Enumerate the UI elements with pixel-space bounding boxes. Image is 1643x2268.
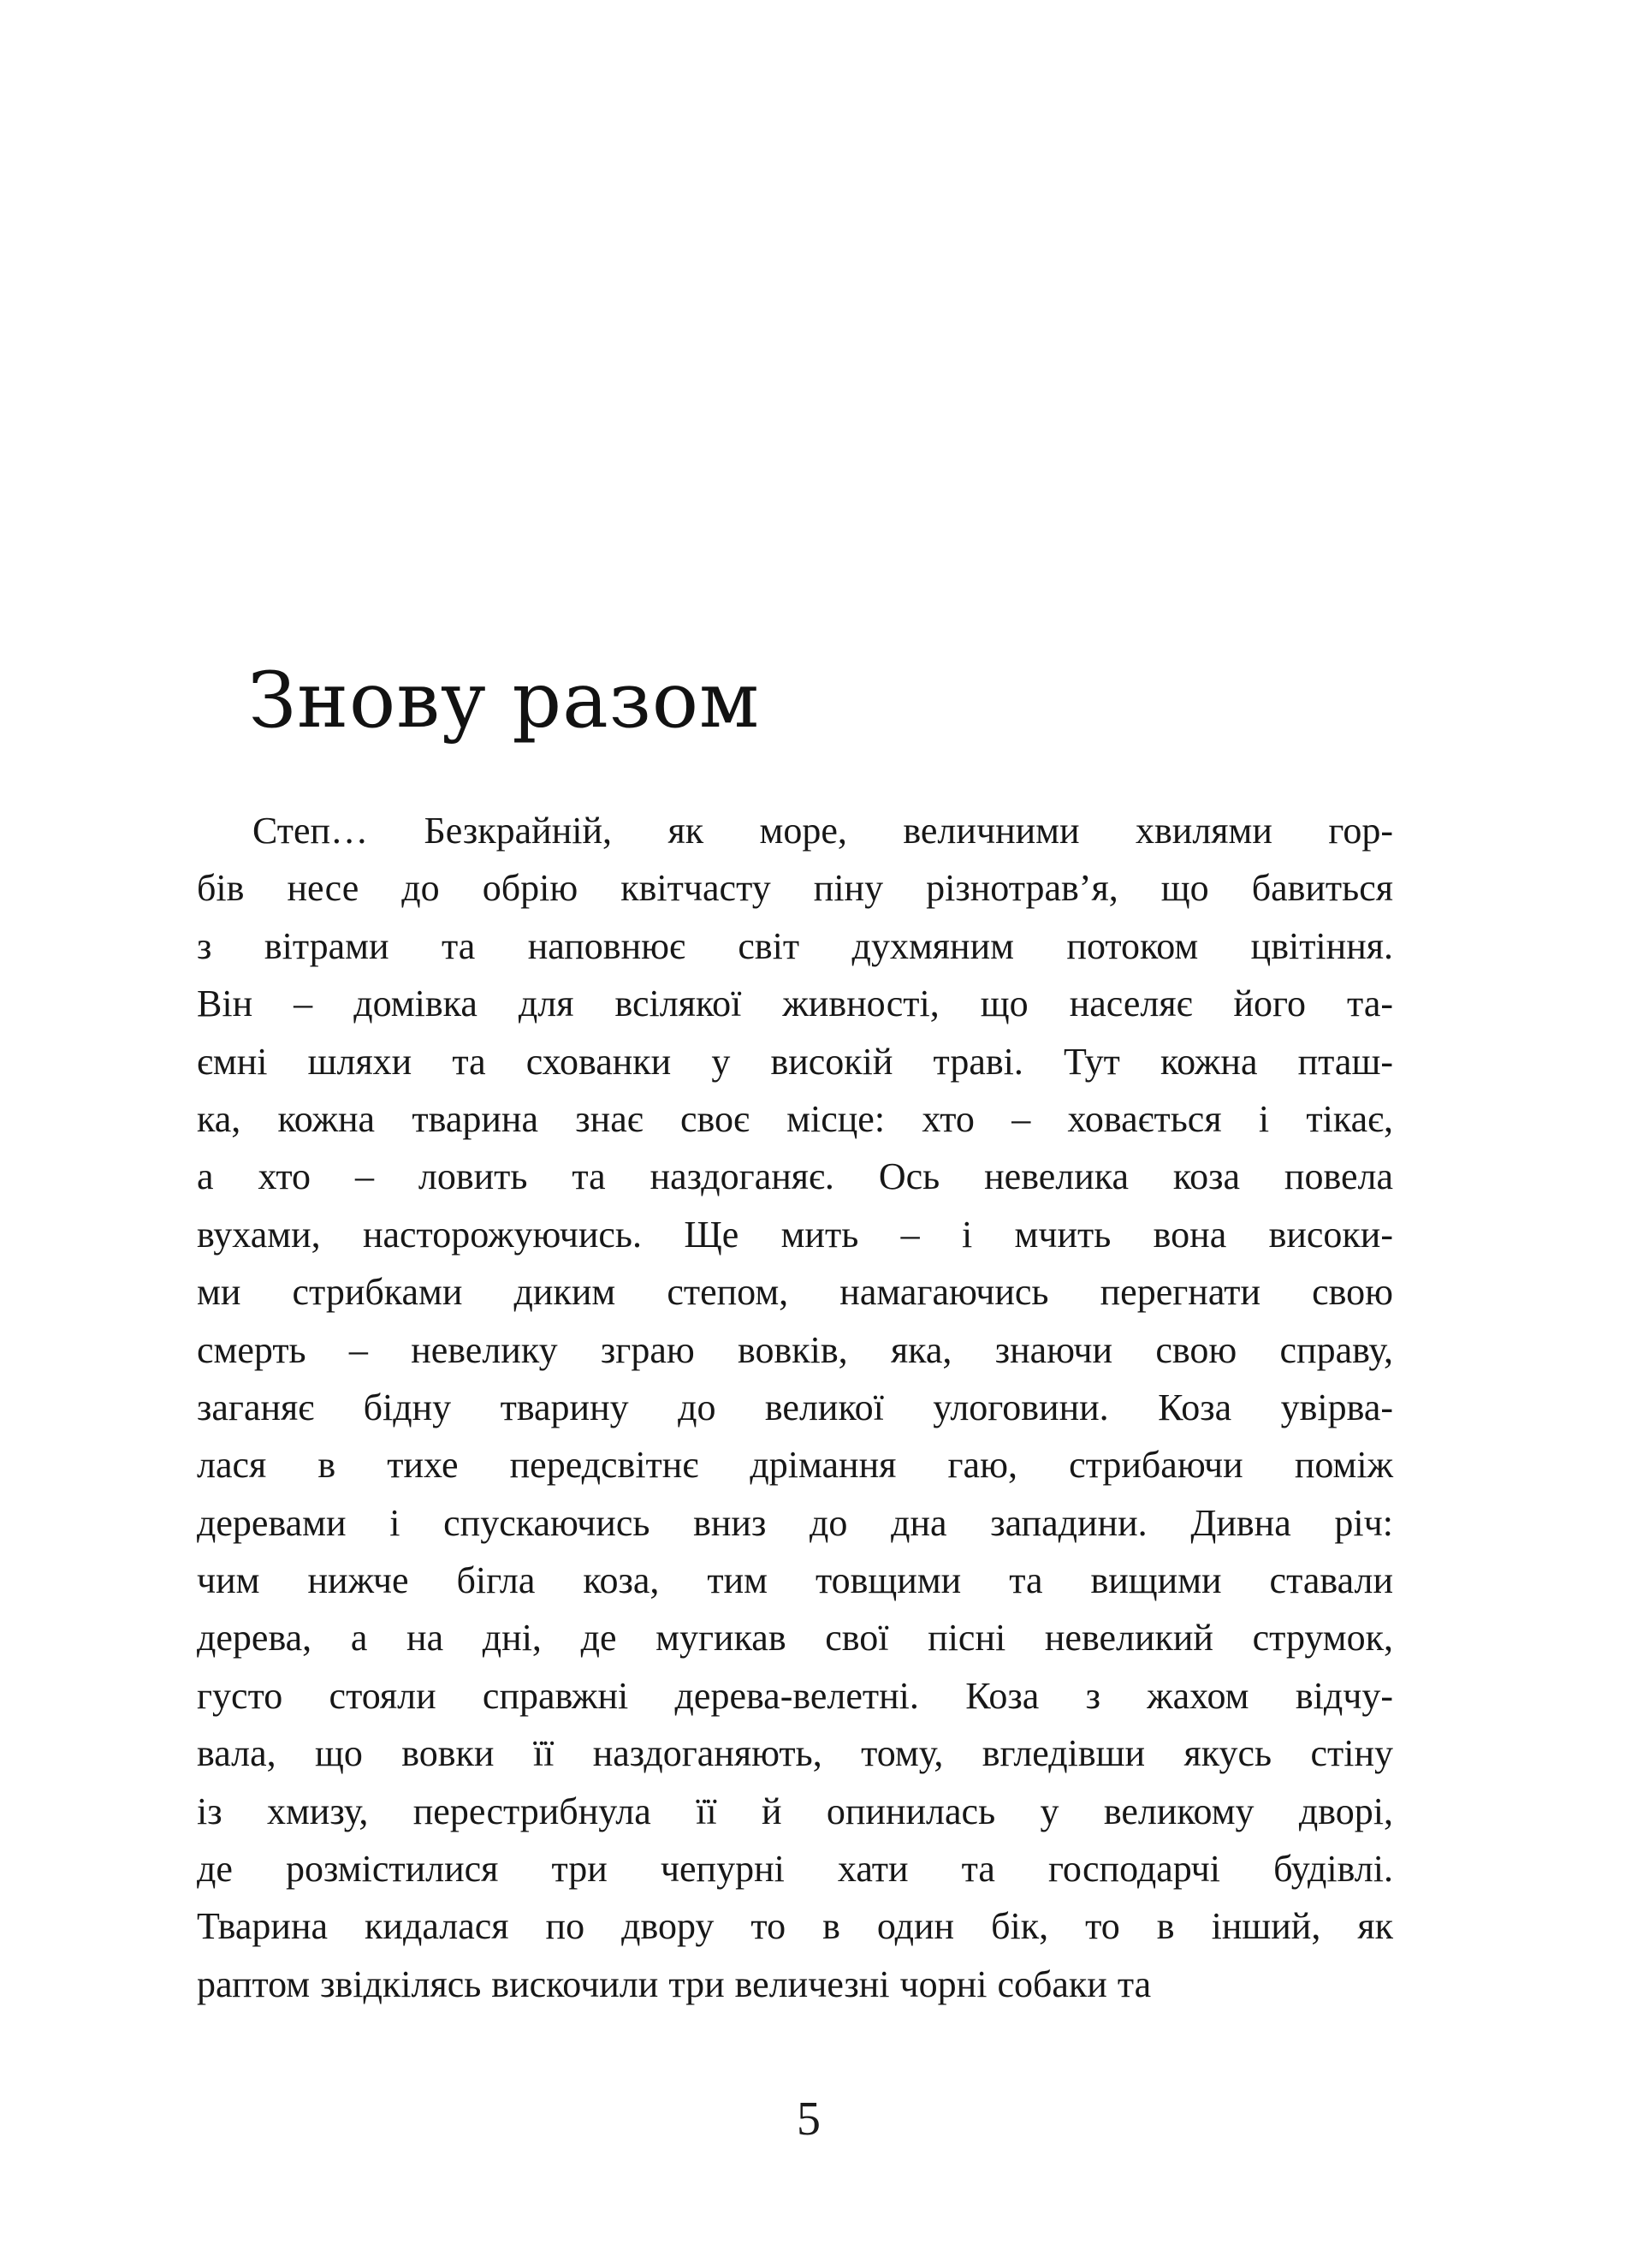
paragraph-line: заганяє бідну тварину до великої улоговини. Коза увірва- xyxy=(197,1386,1393,1428)
paragraph-line: з вітрами та наповнює світ духмяним потоком цвітіння. xyxy=(197,924,1393,967)
paragraph-line: бів несе до обрію квітчасту піну різнотрав’я, що бавиться xyxy=(197,867,1393,910)
paragraph-line: де розмістилися три чепурні хати та господарчі будівлі. xyxy=(197,1848,1393,1891)
paragraph-line: Він – домівка для всілякої живності, що населяє його та- xyxy=(197,983,1393,1025)
paragraph-line: ка, кожна тварина знає своє місце: хто – ховається і тікає, xyxy=(197,1097,1393,1140)
paragraph-line: чим нижче бігла коза, тим товщими та вищими ставали xyxy=(197,1559,1393,1602)
paragraph-line: вала, що вовки її наздоганяють, тому, вгледівши якусь стіну xyxy=(197,1732,1393,1775)
paragraph-line: дерева, а на дні, де мугикав свої пісні невеликий струмок, xyxy=(197,1617,1393,1659)
paragraph xyxy=(197,802,1393,2013)
paragraph-line: а хто – ловить та наздоганяє. Ось невелика коза повела xyxy=(197,1155,1393,1198)
paragraph-line: лася в тихе передсвітнє дрімання гаю, стрибаючи поміж xyxy=(197,1444,1393,1487)
paragraph-line: Тварина кидалася по двору то в один бік, то в інший, як xyxy=(197,1905,1393,1948)
chapter-title: Знову разом xyxy=(248,656,761,745)
paragraph-line: ємні шляхи та схованки у високій траві. Тут кожна пташ- xyxy=(197,1040,1393,1083)
paragraph-line: ми стрибками диким степом, намагаючись перегнати свою xyxy=(197,1271,1393,1314)
paragraph-line: Степ… Безкрайній, як море, величними хвилями гор- xyxy=(252,810,1393,852)
paragraph-line: густо стояли справжні дерева-велетні. Коза з жахом відчу- xyxy=(197,1674,1393,1717)
paragraph-line: деревами і спускаючись вниз до дна западини. Дивна річ: xyxy=(197,1501,1393,1544)
paragraph-line: із хмизу, перестрибнула її й опинилась у великому дворі, xyxy=(197,1790,1393,1832)
page-number: 5 xyxy=(797,2093,821,2146)
paragraph-line: раптом звідкілясь вискочили три величезні чорні собаки та xyxy=(197,1962,1152,2005)
paragraph-line: смерть – невелику зграю вовків, яка, знаючи свою справу, xyxy=(197,1328,1393,1371)
paragraph-line: вухами, насторожуючись. Ще мить – і мчить вона високи- xyxy=(197,1213,1393,1256)
